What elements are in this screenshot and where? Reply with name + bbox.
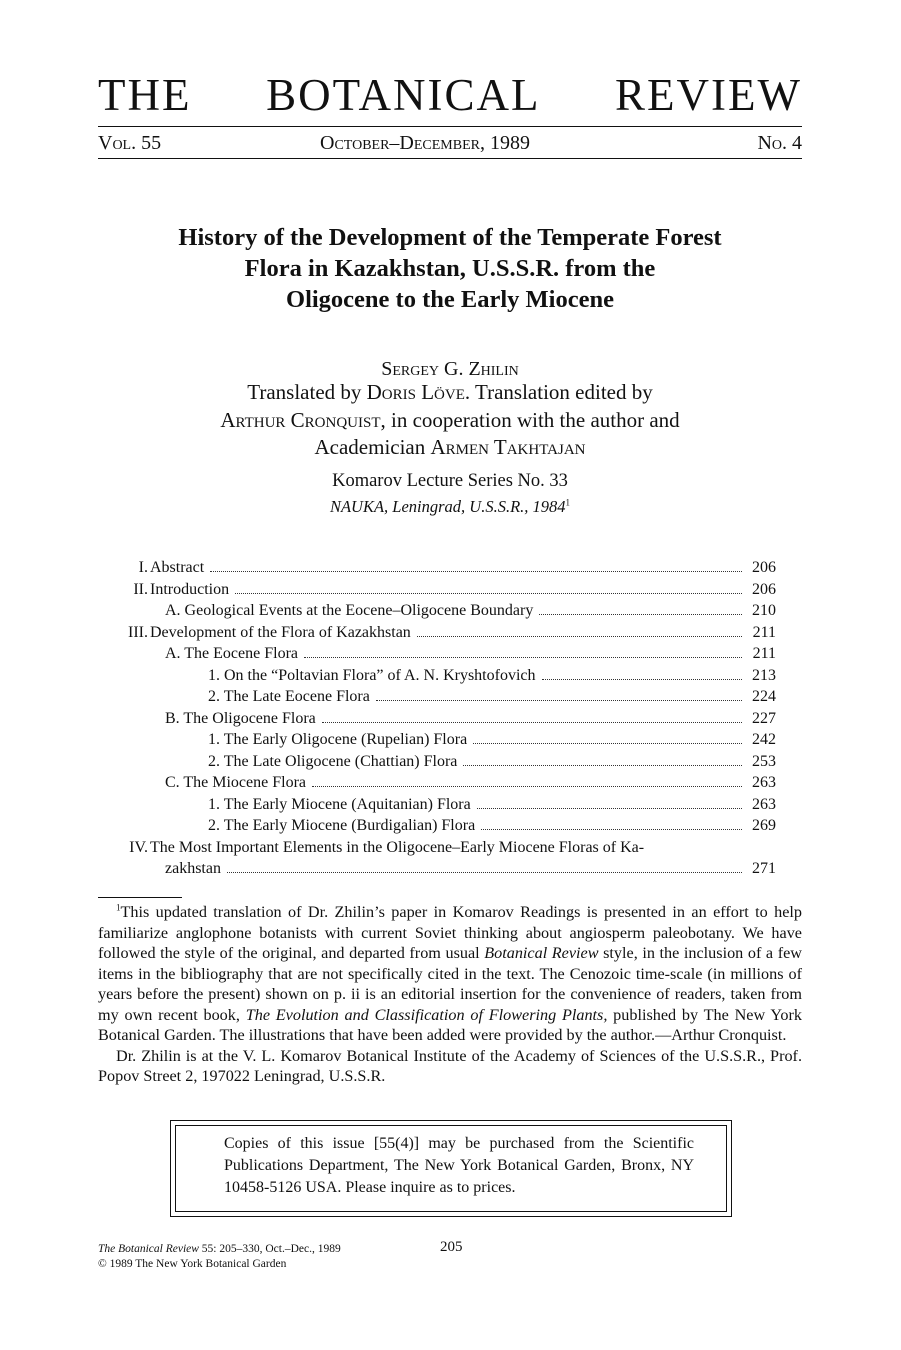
title-line-1: History of the Development of the Temperate Forest [178,224,722,251]
toc-title: 2. The Late Oligocene (Chattian) Flora [208,752,458,770]
toc-page: 206 [752,559,776,576]
toc-number: I. [138,559,148,576]
toc-entry-important-elements-continued[interactable] [116,858,776,880]
toc-entry-late-oligocene-flora[interactable] [116,751,776,773]
footnote [98,902,802,1087]
toc-entry-miocene-flora[interactable] [116,772,776,794]
toc-leader-dots [481,829,742,830]
toc-page: 242 [752,731,776,748]
page-number: 205 [440,1239,463,1255]
translator-name: Doris Löve [366,380,465,404]
translated-by-label: Translated by [247,380,362,404]
volume-label: Vol. 55 [98,132,162,154]
toc-page: 271 [752,860,776,877]
masthead-rule-bottom [98,158,802,159]
toc-leader-dots [477,808,742,809]
toc-entry-introduction[interactable] [116,579,776,601]
notice-text: Copies of this issue [55(4)] may be purchased from the Scientific Publications Department, The New York Botanical Garden, Bronx, NY 10458-5126 USA. Please inquire as to prices. [224,1135,694,1196]
issue-line [98,129,802,157]
footnote-text-3: published by The New York Botanical Garden. The illustrations that have been added were provided by the author.—Arthur Cronquist. [98,1005,802,1044]
toc-page: 263 [752,774,776,791]
toc-title: C. The Miocene Flora [165,774,307,791]
edited-by-label: . Translation edited by [464,380,653,404]
toc-title: zakhstan [165,860,221,877]
toc-leader-dots [417,636,742,637]
academician-name: Armen Takhtajan [430,435,586,459]
issue-number: No. 4 [757,132,802,154]
journal-masthead [98,70,802,120]
toc-page: 211 [752,623,776,641]
toc-title: The Most Important Elements in the Oligocene–Early Miocene Floras of Ka- [150,838,645,856]
toc-page: 224 [752,688,776,705]
footer-copyright: © 1989 The New York Botanical Garden [98,1258,287,1270]
toc-entry-important-elements[interactable] [116,837,776,859]
page-footer [98,1239,802,1272]
title-line-2: Flora in Kazakhstan, U.S.S.R. from the [244,255,656,282]
toc-title: A. The Eocene Flora [165,645,298,662]
footnote-marker: 1 [565,497,571,508]
toc-entry-aquitanian-flora[interactable] [116,794,776,816]
table-of-contents [116,557,776,880]
toc-number: II. [133,580,148,598]
toc-title: 1. The Early Miocene (Aquitanian) Flora [208,795,471,813]
editor-name: Arthur Cronquist [220,407,381,432]
toc-page: 213 [752,666,776,684]
toc-title: B. The Oligocene Flora [165,709,316,727]
footnote-rule [98,897,182,898]
masthead-word-review: REVIEW [615,70,802,120]
publication-info [100,495,800,519]
footnote-italic-2: The Evolution and Classification of Flowering Plants, [245,1005,608,1024]
toc-entry-early-oligocene-flora[interactable] [116,729,776,751]
toc-page: 227 [752,709,776,727]
masthead-word-the: THE [98,70,192,120]
toc-leader-dots [376,700,742,701]
toc-entry-eocene-flora[interactable] [116,643,776,665]
purchase-notice-box [170,1120,732,1217]
toc-entry-burdigalian-flora[interactable] [116,815,776,837]
toc-leader-dots [539,614,742,615]
toc-title: Abstract [150,559,205,576]
toc-title: 1. The Early Oligocene (Rupelian) Flora [208,731,468,748]
toc-page: 263 [752,795,776,813]
academician-label: Academician [314,435,426,459]
lecture-series: Komarov Lecture Series No. 33 [332,471,568,491]
toc-page: 206 [752,580,776,598]
notice-inner-border [175,1125,727,1212]
masthead-word-botanical: BOTANICAL [266,70,541,120]
masthead-rule-top [98,126,802,127]
toc-leader-dots [322,722,742,723]
toc-title: Introduction [150,580,230,598]
footnote-italic-1: Botanical Review [484,944,599,962]
toc-title: 2. The Late Eocene Flora [208,688,370,705]
toc-leader-dots [210,571,742,572]
toc-number: III. [128,623,148,641]
footnote-marker: 1 [116,902,121,913]
toc-leader-dots [473,743,742,744]
toc-page: 253 [752,752,776,770]
toc-title: 1. On the “Poltavian Flora” of A. N. Kryshtofovich [208,666,536,684]
toc-number: IV. [129,838,148,856]
publication-text: NAUKA, Leningrad, U.S.S.R., 1984 [329,497,566,516]
toc-leader-dots [312,786,742,787]
cooperation-text: , in cooperation with the author and [380,407,680,432]
toc-entry-development[interactable] [116,622,776,644]
footnote-text-2: style, in the inclusion of a few items in the bibliography that are not specifically cited in the text. The Cenozoic time-scale (in millions of years before the present) shown on p. ii is an editorial insertion for the convenience of readers, taken from my own recent book, [98,944,802,1024]
toc-entry-late-eocene-flora[interactable] [116,686,776,708]
footnote-text-1: This updated translation of Dr. Zhilin’s paper in Komarov Readings is presented in an effort to help familiarize anglophone botanists with current Soviet thinking about angiosperm paleobotany. We have followed the style of the original, and departed from usual [98,903,802,962]
issue-date: October–December, 1989 [320,132,530,154]
toc-leader-dots [227,872,742,873]
toc-title: 2. The Early Miocene (Burdigalian) Flora [208,817,476,834]
toc-entry-abstract[interactable] [116,557,776,579]
toc-title: A. Geological Events at the Eocene–Oligocene Boundary [165,602,534,619]
author-affiliation: Dr. Zhilin is at the V. L. Komarov Botanical Institute of the Academy of Sciences of the U.S.S.R., Prof. Popov Street 2, 197022 Leningrad, U.S.S.R. [98,1046,802,1085]
toc-leader-dots [463,765,742,766]
footer-journal: The Botanical Review [98,1243,199,1255]
title-line-3: Oligocene to the Early Miocene [286,286,614,313]
toc-leader-dots [304,657,742,658]
toc-page: 210 [752,602,776,619]
article-title [100,222,800,315]
toc-entry-poltavian-flora[interactable] [116,665,776,687]
toc-page: 211 [752,645,776,662]
toc-title: Development of the Flora of Kazakhstan [150,623,411,641]
toc-entry-geological-events[interactable] [116,600,776,622]
toc-page: 269 [752,817,776,834]
translation-credits [100,379,800,462]
toc-leader-dots [235,593,742,594]
author-name: Sergey G. Zhilin [381,358,519,380]
footnote-paragraph [98,902,802,1046]
toc-leader-dots [542,679,743,680]
footer-citation-text: 55: 205–330, Oct.–Dec., 1989 [198,1243,341,1255]
toc-entry-oligocene-flora[interactable] [116,708,776,730]
